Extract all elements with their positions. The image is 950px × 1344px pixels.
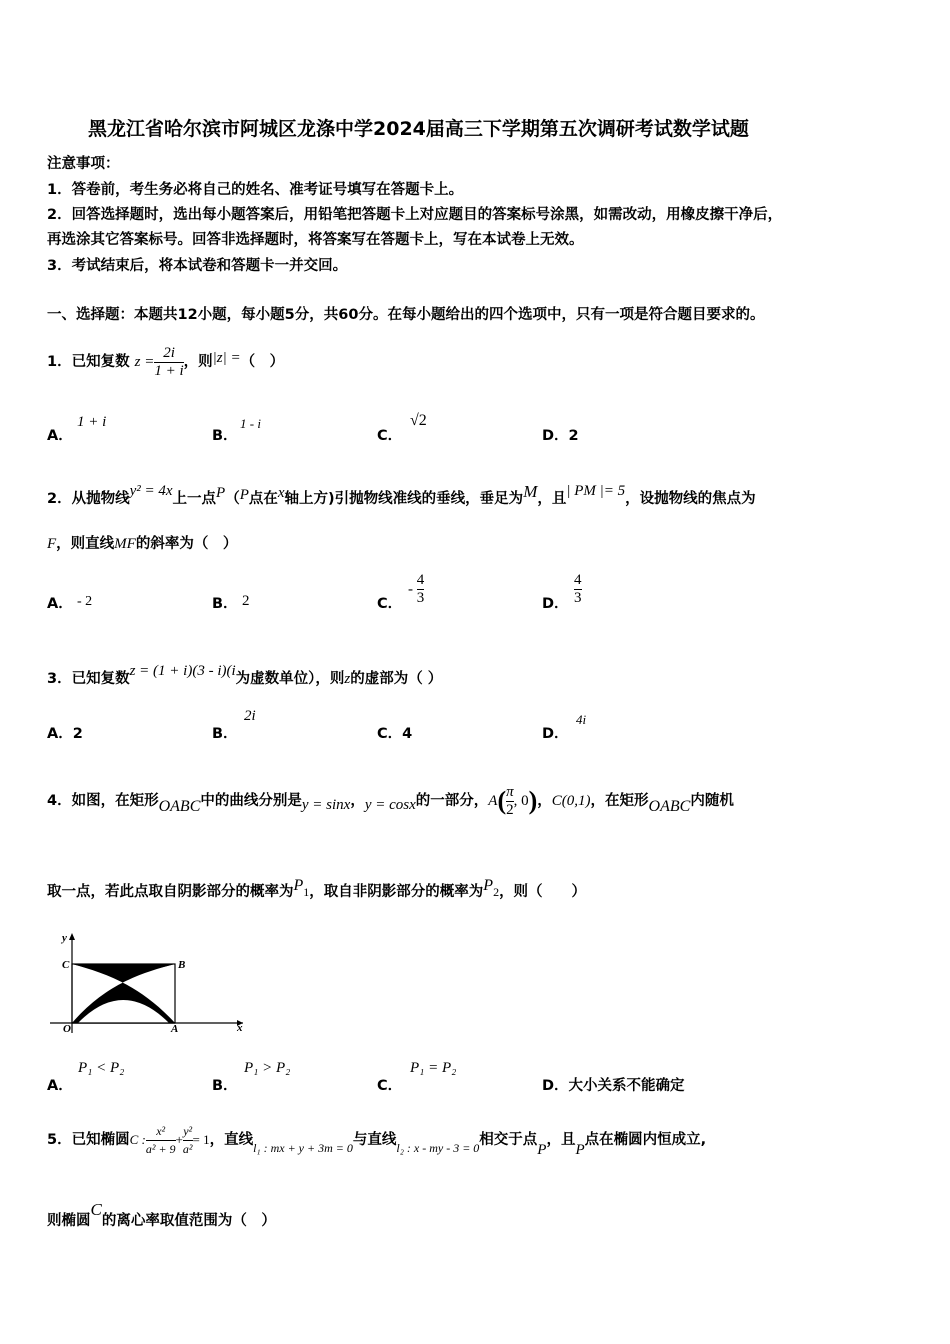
shaded-top [72,964,175,977]
q1-frac-num: 2i [163,344,175,361]
q4-option-a: A． [47,1078,73,1094]
y-axis-arrow [69,933,75,940]
q2-option-d-value: $\frac{4}{3}$ [574,572,582,607]
q2-option-d: D． [542,596,569,612]
question-3: 3．已知复数z = (1 + i)(3 - i)(i为虚数单位），则z的虚部为（ ） [47,663,443,687]
q1-option-b: B． [212,428,238,444]
q1-tail: （ ） [240,354,285,370]
q1-mid: ，则 [183,354,213,370]
q1-z-eq: z = [134,354,155,370]
q1-abs: |z| = [212,350,241,366]
unshaded-bottom [78,1000,169,1023]
q1-frac-den: 1 + i [154,362,184,379]
q1-option-a-value: 1 + i [77,414,107,430]
q4-option-d: D．大小关系不能确定 [542,1078,685,1094]
q3-option-d: D． [542,726,569,742]
q3-option-b: B． [212,726,238,742]
question-2-line-1: 2．从抛物线y² = 4x上一点P（P点在x轴上方)引抛物线准线的垂线，垂足为M，且| PM |= 5，设抛物线的焦点为 [47,482,756,507]
q1-fraction [154,345,183,380]
q1-option-a: A． [47,428,73,444]
notice-item-2b: 再选涂其它答案标号。回答非选择题时，将答案写在答题卡上，写在本试卷上无效。 [47,232,584,248]
q3-option-a: A．2 [47,726,83,742]
question-1 [47,333,284,387]
question-4-line-2: 取一点，若此点取自阴影部分的概率为P1，取自非阴影部分的概率为P2，则（ ） [47,877,587,900]
q3-option-d-value: 4i [576,712,587,727]
q4-option-c-value: P₁ = P₂ [410,1060,457,1076]
q1-option-c-value: √2 [410,412,427,429]
notice-item-2a: 2．回答选择题时，选出每小题答案后，用铅笔把答题卡上对应题目的答案标号涂黑，如需改动，用橡皮擦干净后， [47,207,783,223]
q2-option-c: C． [377,596,403,612]
q2-option-a: A． [47,596,73,612]
fig-label-a: A [171,1023,179,1035]
q5-line-l1: l₁ : mx + y + 3m = 0 [253,1141,353,1155]
q4-point-c: C(0,1) [551,793,591,809]
fig-label-b: B [178,959,186,971]
notice-heading: 注意事项： [47,156,120,172]
q4-cos: y = cosx [364,797,416,813]
q4-figure [45,925,255,1040]
q2-option-c-value: - $\frac{4}{3}$ [408,572,425,607]
question-5-line-1: 5．已知椭圆C : $\frac{\text{x²}}{\text{a² + 9}}$ + $\frac{\text{y²}}{\text{a²}}$ = 1，直线$_{l_1 : mx + y + 3m = 0}$与直线$_{l_2 : x - my - 3 = 0}$相交于点P，且P点在椭圆内恒成立, [47,1123,707,1158]
q3-option-b-value: 2i [244,708,256,724]
q4-point-a: A [488,793,498,809]
q3-equation: z = (1 + i)(3 - i)(i [129,663,236,679]
q4-option-b: B． [212,1078,238,1094]
question-4-line-1: 4．如图，在矩形OABC中的曲线分别是y = sinx，y = cosx的一部分，A( $\frac{\pi}{2}$ , 0)，C(0,1)，在矩形OABC内随机 [47,783,734,818]
notice-item-3: 3．考试结束后，将本试卷和答题卡一并交回。 [47,258,348,274]
q4-option-a-value: P₁ < P₂ [78,1060,125,1076]
q4-option-b-value: P₁ > P₂ [244,1060,291,1076]
question-2-line-2: F，则直线MF的斜率为（ ） [47,536,238,552]
q2-option-b: B． [212,596,238,612]
q1-lead: 1．已知复数 [47,354,130,370]
section-heading: 一、选择题：本题共12小题，每小题5分，共60分。在每小题给出的四个选项中，只有一项是符合题目要求的。 [47,307,765,323]
fig-label-y: y [62,932,67,944]
q2-pm: | PM |= 5 [566,483,626,499]
page-title: 黑龙江省哈尔滨市阿城区龙涤中学2024届高三下学期第五次调研考试数学试题 [88,118,749,140]
q2-parabola: y² = 4x [129,483,173,499]
q1-option-c: C． [377,428,403,444]
q1-option-b-value: 1 - i [240,416,261,431]
q2-option-b-value: 2 [242,593,250,609]
fig-label-c: C [62,959,70,971]
fig-label-o: O [63,1023,71,1035]
q4-sin: y = sinx [301,797,351,813]
notice-item-1: 1．答卷前，考生务必将自己的姓名、准考证号填写在答题卡上。 [47,182,464,198]
q3-option-c: C．4 [377,726,413,742]
q4-option-c: C． [377,1078,403,1094]
q5-line-l2: l₂ : x - my - 3 = 0 [396,1141,480,1155]
question-5-line-2: 则椭圆C的离心率取值范围为（ ） [47,1200,276,1229]
fig-label-x: x [237,1022,243,1034]
q2-option-a-value: - 2 [77,594,93,609]
q1-option-d: D．2 [542,428,579,444]
